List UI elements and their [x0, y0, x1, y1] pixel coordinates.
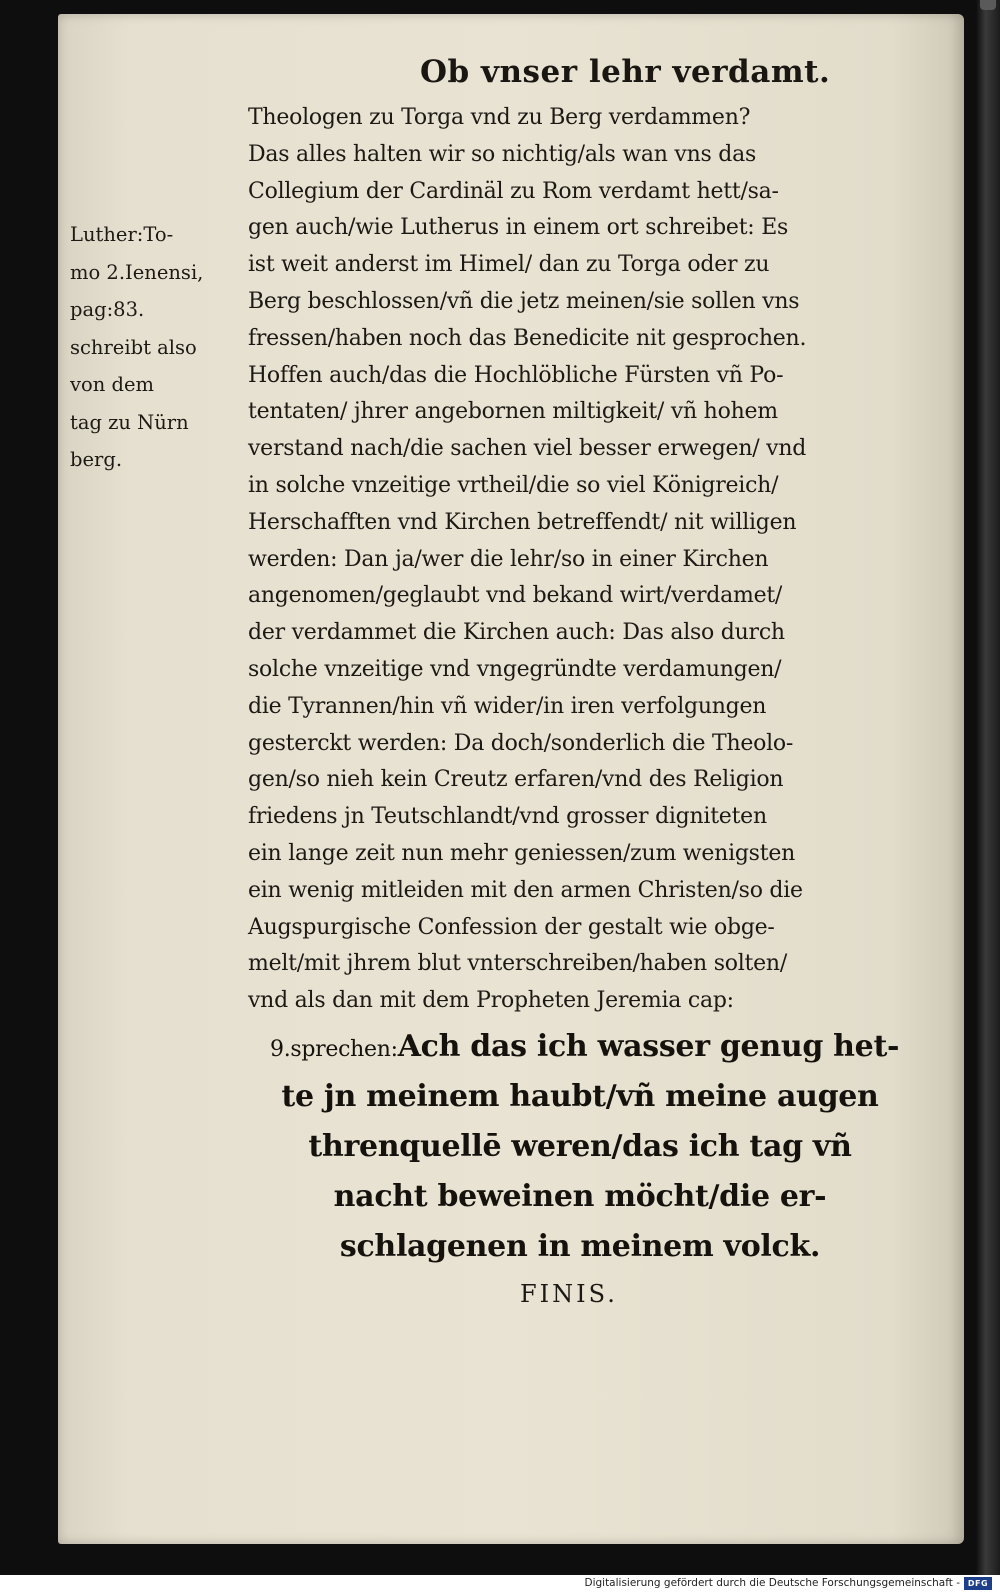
- funding-credit: Digitalisierung gefördert durch die Deutsche Forschungsgemeinschaft -: [584, 1577, 960, 1589]
- running-head: Ob vnser lehr verdamt.: [420, 54, 831, 90]
- margin-note-line: von dem: [70, 373, 155, 396]
- closing-line: nacht beweinen möcht/die er-: [333, 1179, 827, 1214]
- body-line: friedens jn Teutschlandt/vnd grosser digniteten: [248, 804, 767, 830]
- margin-note-line: mo 2.Ienensi,: [70, 260, 204, 284]
- body-line: melt/mit jhrem blut vnterschreiben/haben solten/: [248, 951, 787, 977]
- page-edge: [976, 0, 1000, 1575]
- margin-note-line: Luther:To-: [70, 223, 174, 246]
- margin-note-line: tag zu Nürn: [70, 410, 189, 434]
- body-line: tentaten/ jhrer angebornen miltigkeit/ vñ hohem: [248, 399, 778, 425]
- dfg-logo-icon: DFG: [964, 1577, 992, 1590]
- closing-prefix: 9.sprechen:: [270, 1037, 398, 1062]
- margin-note-line: schreibt also: [70, 335, 197, 359]
- closing-line: threnquellē weren/das ich tag vñ: [308, 1129, 852, 1164]
- body-line: die Tyrannen/hin vñ wider/in iren verfolgungen: [248, 693, 767, 719]
- body-line: der verdammet die Kirchen auch: Das also durch: [248, 620, 785, 646]
- body-line: fressen/haben noch das Benedicite nit gesprochen.: [248, 325, 807, 351]
- body-line: solche vnzeitige vnd vngegründte verdamungen/: [248, 656, 782, 682]
- body-line: Das alles halten wir so nichtig/als wan vns das: [248, 141, 757, 167]
- body-line: Berg beschlossen/vñ die jetz meinen/sie sollen vns: [248, 288, 800, 314]
- body-line: Hoffen auch/das die Hochlöbliche Fürsten vñ Po-: [248, 362, 784, 388]
- body-line: ein lange zeit nun mehr geniessen/zum wenigsten: [248, 840, 796, 866]
- body-line: in solche vnzeitige vrtheil/die so viel Königreich/: [248, 472, 779, 498]
- closing-line-text: Ach das ich wasser genug het-: [397, 1029, 900, 1064]
- body-line: Collegium der Cardinäl zu Rom verdamt hett/sa-: [248, 178, 779, 204]
- body-text: [248, 100, 960, 1020]
- body-line: gen auch/wie Lutherus in einem ort schreibet: Es: [248, 215, 789, 241]
- body-line: ist weit anderst im Himel/ dan zu Torga oder zu: [248, 252, 770, 278]
- body-line: werden: Dan ja/wer die lehr/so in einer Kirchen: [248, 546, 769, 572]
- body-line: verstand nach/die sachen viel besser erwegen/ vnd: [248, 436, 807, 462]
- body-line: ein wenig mitleiden mit den armen Christen/so die: [248, 877, 803, 903]
- finis-mark: FINIS.: [520, 1280, 618, 1308]
- body-line: gesterckt werden: Da doch/sonderlich die Theolo-: [248, 730, 794, 756]
- scanner-clip: [980, 0, 996, 10]
- margin-note-line: pag:83.: [70, 298, 145, 321]
- body-line: Herschafften vnd Kirchen betreffendt/ nit willigen: [248, 509, 797, 535]
- closing-line: te jn meinem haubt/vñ meine augen: [281, 1079, 879, 1114]
- closing-line: [270, 1022, 900, 1072]
- body-line: Augspurgische Confession der gestalt wie obge-: [248, 914, 775, 940]
- closing-quotation: [270, 1022, 900, 1272]
- closing-line: schlagenen in meinem volck.: [339, 1229, 821, 1264]
- body-line: vnd als dan mit dem Propheten Jeremia cap:: [248, 988, 734, 1014]
- margin-note: [70, 216, 240, 479]
- margin-note-line: berg.: [70, 448, 123, 471]
- footer-bar: [0, 1575, 1000, 1593]
- body-line: gen/so nieh kein Creutz erfaren/vnd des Religion: [248, 767, 784, 793]
- body-line: Theologen zu Torga vnd zu Berg verdammen?: [248, 105, 751, 130]
- body-line: angenomen/geglaubt vnd bekand wirt/verdamet/: [248, 583, 783, 609]
